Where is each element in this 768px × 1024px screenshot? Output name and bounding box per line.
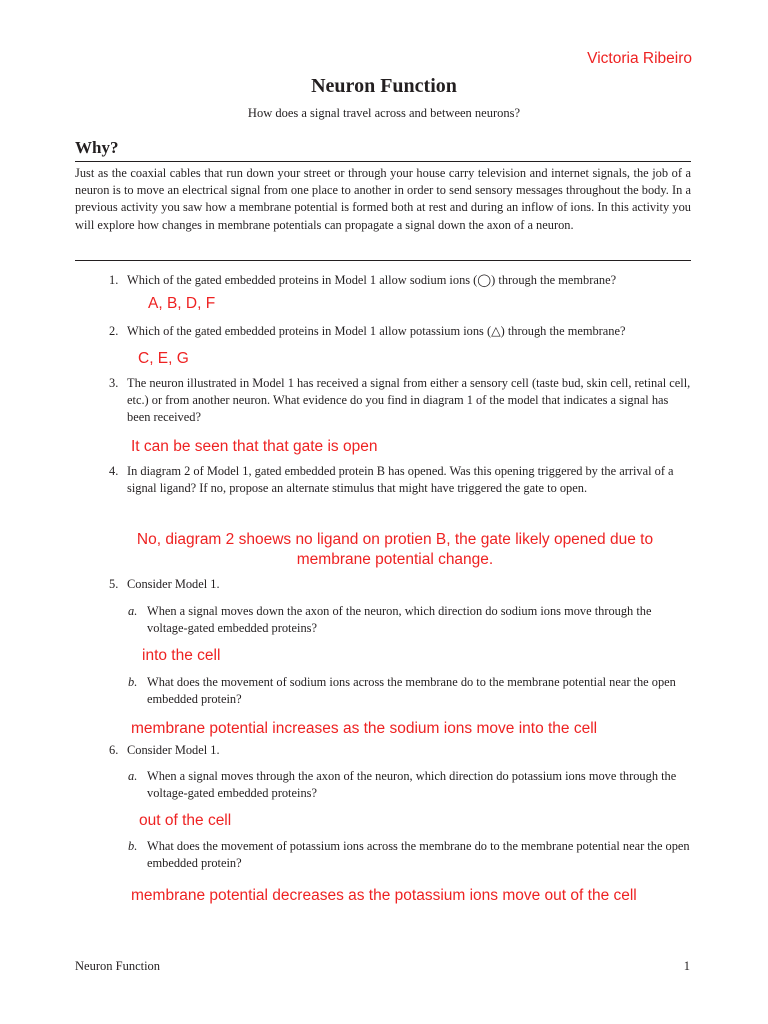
question-text: In diagram 2 of Model 1, gated embedded protein B has opened. Was this opening triggered by the arrival of a signal ligand? If no, propose an alternate stimulus that might have triggered the gate to open. xyxy=(127,464,674,496)
answer-3: It can be seen that that gate is open xyxy=(131,438,378,455)
answer-6b: membrane potential decreases as the potassium ions move out of the cell xyxy=(131,887,637,904)
question-1 xyxy=(109,272,692,289)
page-number: 1 xyxy=(683,959,690,973)
page-title: Neuron Function xyxy=(311,75,457,97)
intro-rule xyxy=(75,260,691,261)
page-subtitle: How does a signal travel across and between neurons? xyxy=(247,106,521,120)
answer-6a: out of the cell xyxy=(139,812,232,829)
question-number: 5. xyxy=(109,577,119,591)
intro-paragraph: Just as the coaxial cables that run down your street or through your house carry television and internet signals, the job of a neuron is to move an electrical signal from one place to another in order to send sensory messages throughout the body. In a previous activity you saw how a membrane potential is formed both at rest and during an inflow of ions. In this activity you will explore how changes in membrane potentials can propagate a signal down the axon of a neuron. xyxy=(75,166,691,232)
sub-question-text: What does the movement of sodium ions across the membrane do to the membrane potential near the open embedded protein? xyxy=(147,675,676,707)
question-text: Which of the gated embedded proteins in Model 1 allow sodium ions (◯) through the membrane? xyxy=(127,273,617,287)
question-text: The neuron illustrated in Model 1 has received a signal from either a sensory cell (taste bud, skin cell, retinal cell, etc.) or from another neuron. What evidence do you find in diagram 1 of the model that indicates a signal has been received? xyxy=(127,376,691,425)
sub-question-text: When a signal moves through the axon of the neuron, which direction do potassium ions move through the voltage-gated embedded proteins? xyxy=(147,769,677,801)
question-2 xyxy=(109,323,692,340)
question-5b xyxy=(128,674,692,708)
sub-letter: a. xyxy=(128,769,138,783)
question-3 xyxy=(109,375,692,427)
heading-rule xyxy=(75,161,691,162)
question-number: 2. xyxy=(109,324,119,338)
question-5a xyxy=(128,603,692,637)
footer-title: Neuron Function xyxy=(75,959,161,973)
question-text: Consider Model 1. xyxy=(127,577,220,591)
question-6 xyxy=(109,742,692,759)
sub-question-text: What does the movement of potassium ions across the membrane do to the membrane potential near the open embedded protein? xyxy=(147,839,690,871)
answer-5b: membrane potential increases as the sodium ions move into the cell xyxy=(131,720,598,737)
answer-2: C, E, G xyxy=(138,350,189,367)
student-name: Victoria Ribeiro xyxy=(587,50,692,67)
question-5 xyxy=(109,576,692,593)
question-number: 6. xyxy=(109,743,119,757)
question-number: 3. xyxy=(109,376,119,390)
sub-letter: a. xyxy=(128,604,138,618)
answer-4: No, diagram 2 shoews no ligand on protien B, the gate likely opened due to membrane potential change. xyxy=(136,531,654,568)
question-number: 1. xyxy=(109,273,119,287)
question-4 xyxy=(109,463,692,497)
answer-5a: into the cell xyxy=(142,647,221,664)
sub-letter: b. xyxy=(128,675,138,689)
sub-letter: b. xyxy=(128,839,138,853)
section-heading: Why? xyxy=(75,138,119,157)
question-number: 4. xyxy=(109,464,119,478)
question-6b xyxy=(128,838,692,872)
question-text: Consider Model 1. xyxy=(127,743,220,757)
sub-question-text: When a signal moves down the axon of the neuron, which direction do sodium ions move through the voltage-gated embedded proteins? xyxy=(147,604,652,636)
answer-1: A, B, D, F xyxy=(148,295,216,312)
question-text: Which of the gated embedded proteins in Model 1 allow potassium ions (△) through the membrane? xyxy=(127,324,626,338)
question-6a xyxy=(128,768,692,802)
